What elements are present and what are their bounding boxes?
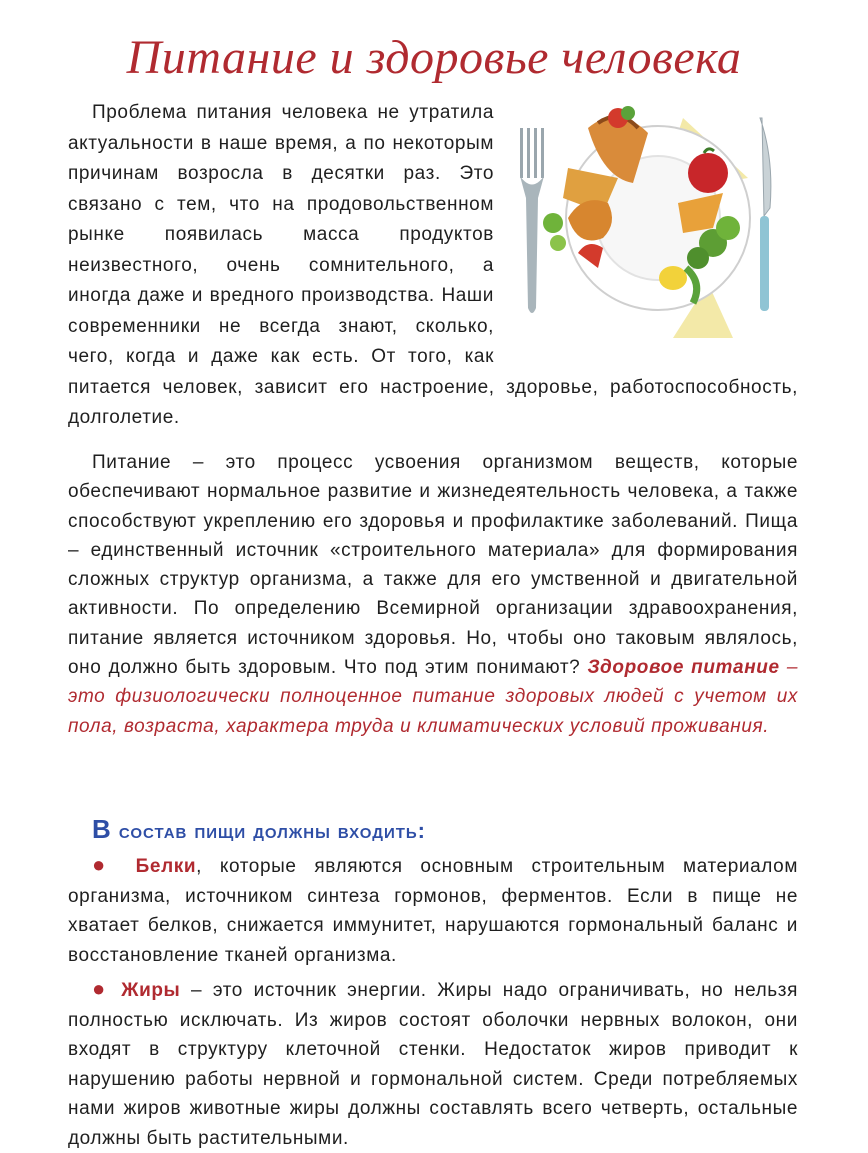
intro-block [68,98,798,434]
list-item-fats [68,974,798,1153]
paragraph-definition-text: Питание – это процесс усвоения организмом веществ, которые обеспечивают нормальное развитие и жизнедеятельность человека, а также способствуют укреплению его здоровья и профилактике заболеваний. Пища – единственный источник «строительного материала» для формирования сложных структур организма, а также для его умственной и двигательной активности. По определению Всемирной организации здравоохранения, питание является источником здоровья. Но, чтобы оно таковым являлось, оно должно быть здоровым. Что под этим понимают? [68,452,798,679]
item-text-fats: – это источник энергии. Жиры надо ограничивать, но нельзя полностью исключать. Из жиров состоят оболочки нервных волокон, они входят в структуру клеточной стенки. Недостаток жиров приводит к нарушению работы нервной и гормональной систем. Среди потребляемых нами жиров животные жиры должны составлять всего четверть, остальные должны быть растительными. [68,980,798,1149]
section-heading-text: состав пищи должны входить: [111,818,426,843]
list-item-proteins [68,850,798,970]
paragraph-intro: Проблема питания человека не утратила актуальности в наше время, а по некоторым причинам возросла в десятки раз. Это связано с тем, что на продовольственном рынке появилась масса продуктов неизвестного, очень сомнительного, а иногда даже и вредного производства. Наши современники не всегда знают, сколько, чего, когда и даже как есть. От того, как питается человек, зависит его настроение, здоровье, работоспособность, долголетие. [68,102,798,428]
nutrition-definition-block [68,448,798,741]
item-text-proteins: , которые являются основным строительным материалом организма, источником синтеза гормонов, ферментов. Если в пище не хватает белков, снижается иммунитет, нарушаются гормональный баланс и восстановление тканей организма. [68,856,798,966]
definition-term: Здоровое питание [587,657,780,679]
definition-text: – это физиологически полноценное питание здоровых людей с учетом их пола, возраста, характера труда и климатических условий проживания. [68,657,798,737]
term-proteins: Белки [135,856,197,877]
bullet-icon: ● [92,976,111,1001]
term-fats: Жиры [121,980,181,1001]
section-heading [92,814,426,845]
paragraph-definition [68,448,798,741]
section-heading-cap: В [92,814,112,844]
bullet-icon: ● [92,852,118,877]
plate-illustration [508,98,798,338]
fork-icon [520,128,544,313]
page-title: Питание и здоровье человека [126,31,742,84]
knife-icon [760,118,771,311]
